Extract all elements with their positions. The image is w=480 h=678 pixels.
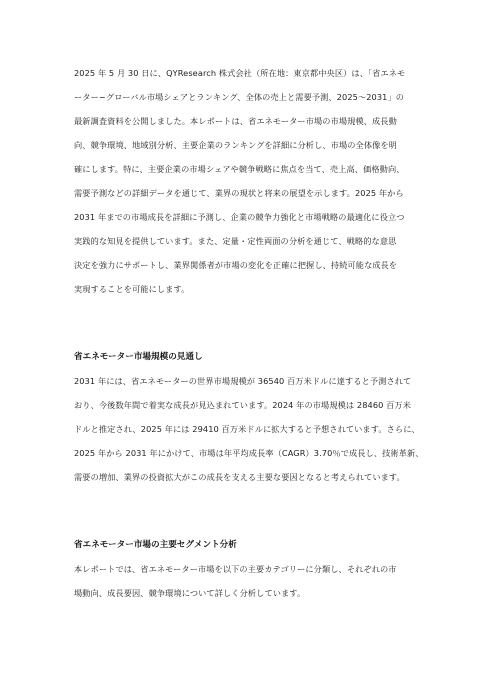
intro-line: 実践的な知見を提供しています。また、定量・定性両面の分析を通じて、戦略的な意思 <box>74 236 397 246</box>
intro-line: ーター−グローバル市場シェアとランキング、全体の売上と需要予測、2025〜2031」の <box>74 92 405 102</box>
section-heading-segments: 省エネモーター市場の主要セグメント分析 <box>74 540 237 550</box>
section1-line: 需要の増加、業界の投資拡大がこの成長を支える主要な要因となると考えられています。 <box>74 472 405 482</box>
intro-line: 最新調査資料を公開しました。本レポートは、省エネモーター市場の市場規模、成長動 <box>74 116 397 126</box>
intro-line: 2031 年までの市場成長を詳細に予測し、企業の競争力強化と市場戦略の最適化に役立つ <box>74 212 405 222</box>
intro-line: 決定を強力にサポートし、業界関係者が市場の変化を正確に把握し、持続可能な成長を <box>74 260 398 270</box>
intro-line: 2025 年 5 月 30 日に、QYResearch 株式会社（所在地：東京都中央区）は、「省エネモ <box>74 68 406 78</box>
section1-line: おり、今後数年間で着実な成長が見込まれています。2024 年の市場規模は 28460 百万米 <box>74 400 412 410</box>
section1-line: 2031 年には、省エネモーターの世界市場規模が 36540 百万米ドルに達すると予測されて <box>74 376 412 386</box>
section1-line: ドルと推定され、2025 年には 29410 百万米ドルに拡大すると予想されています。さらに、 <box>74 424 420 434</box>
section2-line: 場動向、成長要因、競争環境について詳しく分析しています。 <box>74 588 306 598</box>
intro-line: 向、競争環境、地域別分析、主要企業のランキングを詳細に分析し、市場の全体像を明 <box>74 140 397 150</box>
intro-line: 確にします。特に、主要企業の市場シェアや競争戦略に焦点を当て、売上高、価格動向、 <box>74 164 405 174</box>
section-heading-market-size: 省エネモーター市場規模の見通し <box>74 352 203 362</box>
intro-line: 実現することを可能にします。 <box>74 284 190 294</box>
section2-line: 本レポートでは、省エネモーター市場を以下の主要カテゴリーに分類し、それぞれの市 <box>74 564 397 574</box>
intro-line: 需要予測などの詳細データを通じて、業界の現状と将来の展望を示します。2025 年から <box>74 188 404 198</box>
section1-line: 2025 年から 2031 年にかけて、市場は年平均成長率（CAGR）3.70％で成長し、技術革新、 <box>74 448 424 458</box>
